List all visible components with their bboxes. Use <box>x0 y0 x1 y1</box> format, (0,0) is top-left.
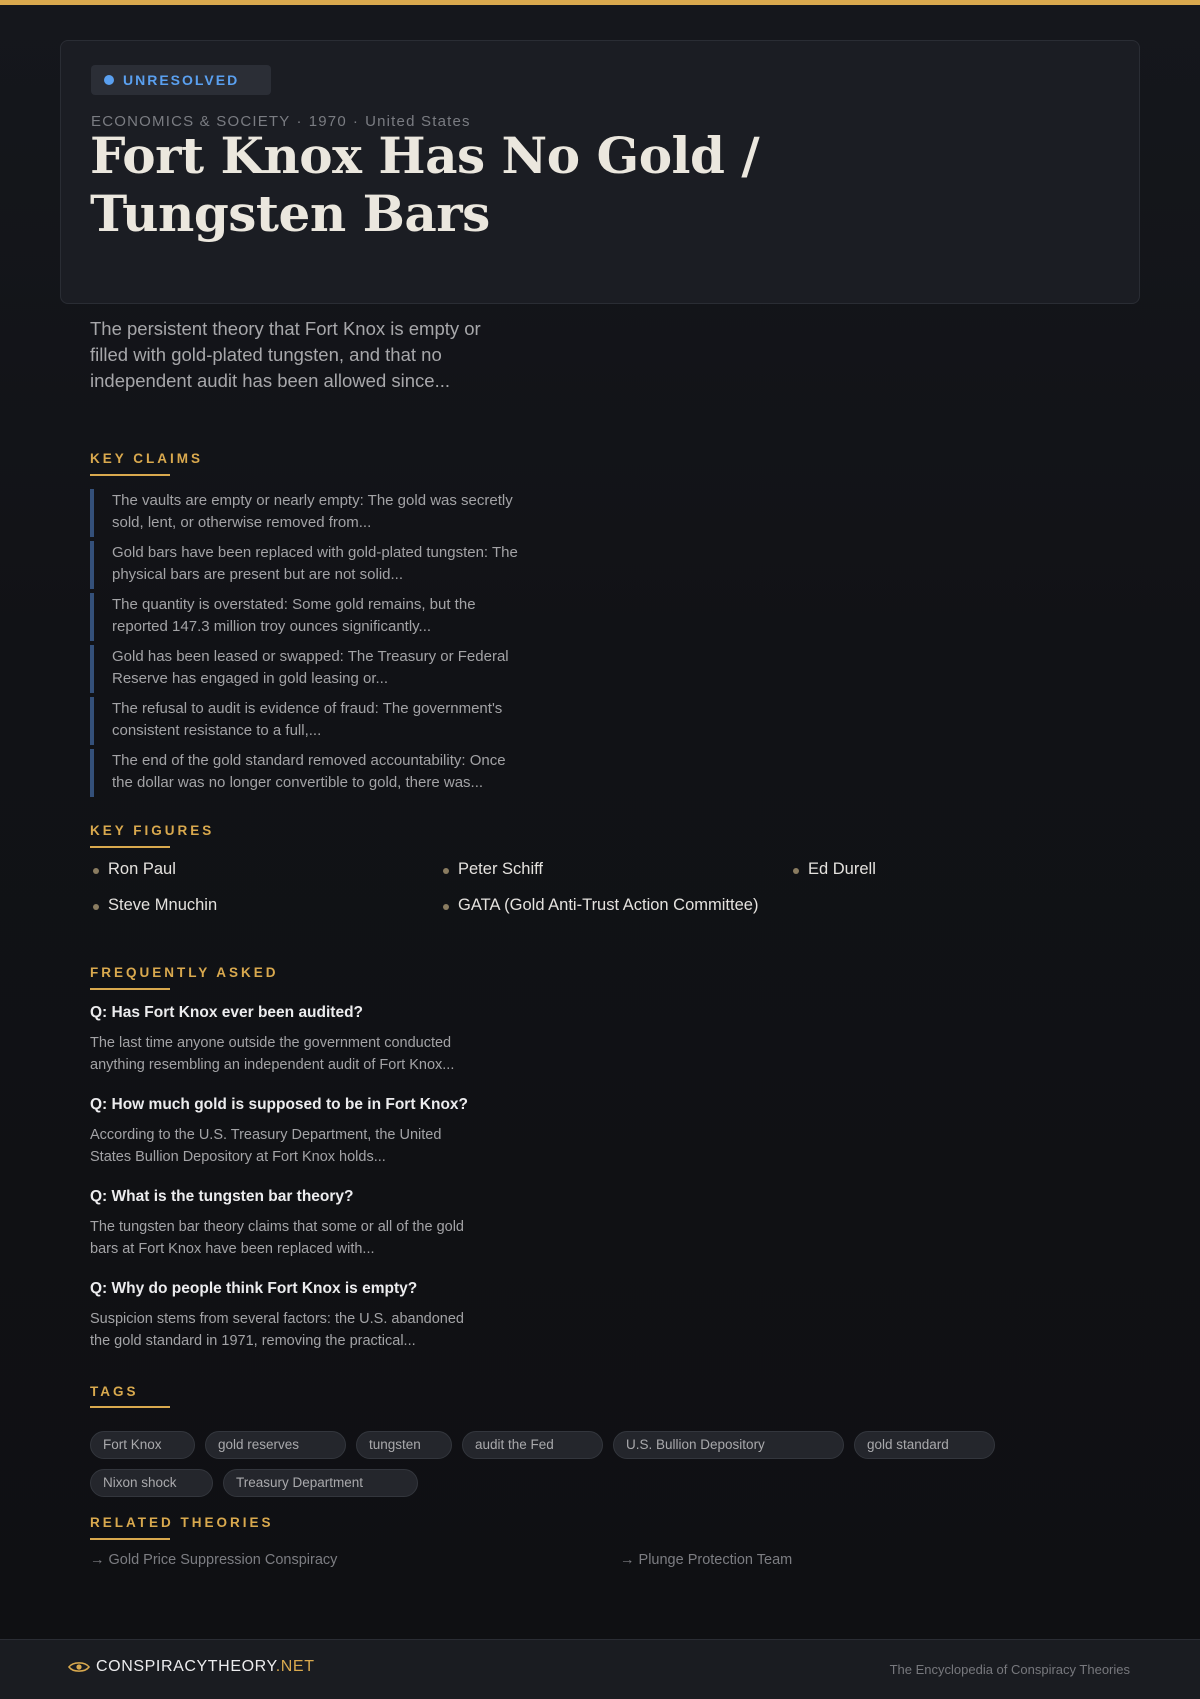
faq-item <box>90 1279 570 1352</box>
claim-item <box>90 697 530 745</box>
faq-item <box>90 1187 570 1260</box>
figure-item: Peter Schiff <box>440 860 543 879</box>
claim-item <box>90 749 530 797</box>
tags-heading: TAGS <box>90 1384 139 1399</box>
faq-item <box>90 1095 570 1168</box>
site-logo[interactable] <box>68 1658 315 1676</box>
claim-text: The end of the gold standard removed accountability: Once the dollar was no longer convertible to gold, there was... <box>112 752 506 791</box>
hero-card <box>60 40 1140 304</box>
faq-item <box>90 1003 570 1076</box>
page-title: Fort Knox Has No Gold / Tungsten Bars <box>90 126 760 243</box>
meta-year: 1970 <box>308 113 347 130</box>
figure-item: Ed Durell <box>790 860 876 879</box>
status-label: UNRESOLVED <box>123 72 240 88</box>
claim-item <box>90 489 530 537</box>
meta-location: United States <box>365 113 471 130</box>
site-footer <box>0 1639 1200 1699</box>
key-figures-heading: KEY FIGURES <box>90 823 215 838</box>
tag-chip[interactable]: tungsten <box>356 1431 452 1459</box>
logo-main: CONSPIRACYTHEORY <box>96 1658 276 1675</box>
related-theory-link[interactable]: → Gold Price Suppression Conspiracy <box>90 1552 338 1568</box>
logo-text <box>96 1658 315 1676</box>
status-dot-icon <box>104 75 114 85</box>
logo-tld: .NET <box>275 1658 315 1675</box>
faq-answer: Suspicion stems from several factors: the U.S. abandoned the gold standard in 1971, removing the practical... <box>90 1311 464 1349</box>
meta-separator: · <box>296 113 303 130</box>
section-underline <box>90 846 170 848</box>
eye-icon <box>68 1660 90 1674</box>
faq-answer: According to the U.S. Treasury Department, the United States Bullion Depository at Fort Knox holds... <box>90 1127 442 1165</box>
figure-item: Steve Mnuchin <box>90 896 217 915</box>
theory-summary: The persistent theory that Fort Knox is empty or filled with gold-plated tungsten, and that no independent audit has been allowed since... <box>90 318 481 391</box>
tag-chip[interactable]: Nixon shock <box>90 1469 213 1497</box>
claim-text: The quantity is overstated: Some gold remains, but the reported 147.3 million troy ounces significantly... <box>112 596 476 635</box>
section-underline <box>90 1538 170 1540</box>
faq-question: Q: What is the tungsten bar theory? <box>90 1188 354 1205</box>
claim-text: Gold bars have been replaced with gold-plated tungsten: The physical bars are present but are not solid... <box>112 544 518 583</box>
related-heading: RELATED THEORIES <box>90 1515 274 1530</box>
section-underline <box>90 474 170 476</box>
related-theory-link[interactable]: → Plunge Protection Team <box>620 1552 793 1568</box>
faq-answer: The tungsten bar theory claims that some or all of the gold bars at Fort Knox have been replaced with... <box>90 1219 464 1257</box>
key-claims-heading: KEY CLAIMS <box>90 451 204 466</box>
tag-chip[interactable]: U.S. Bullion Depository <box>613 1431 844 1459</box>
faq-question: Q: Has Fort Knox ever been audited? <box>90 1004 364 1021</box>
claim-item <box>90 593 530 641</box>
tag-chip[interactable]: Fort Knox <box>90 1431 195 1459</box>
claim-text: The refusal to audit is evidence of fraud: The government's consistent resistance to a full,... <box>112 700 503 739</box>
tag-chip[interactable]: Treasury Department <box>223 1469 418 1497</box>
faq-heading: FREQUENTLY ASKED <box>90 965 279 980</box>
faq-answer: The last time anyone outside the government conducted anything resembling an independent audit of Fort Knox... <box>90 1035 455 1073</box>
claim-text: The vaults are empty or nearly empty: The gold was secretly sold, lent, or otherwise removed from... <box>112 492 513 531</box>
faq-question: Q: Why do people think Fort Knox is empty? <box>90 1280 418 1297</box>
claim-text: Gold has been leased or swapped: The Treasury or Federal Reserve has engaged in gold leasing or... <box>112 648 509 687</box>
meta-separator: · <box>352 113 360 130</box>
claim-item <box>90 541 530 589</box>
figure-item: GATA (Gold Anti-Trust Action Committee) <box>440 896 758 915</box>
section-underline <box>90 988 170 990</box>
footer-tagline: The Encyclopedia of Conspiracy Theories <box>889 1662 1130 1677</box>
figure-item: Ron Paul <box>90 860 176 879</box>
tag-chip[interactable]: gold standard <box>854 1431 995 1459</box>
meta-category: ECONOMICS & SOCIETY <box>91 113 291 130</box>
tag-chip[interactable]: audit the Fed <box>462 1431 603 1459</box>
status-badge <box>91 65 271 95</box>
section-underline <box>90 1406 170 1408</box>
tag-chip[interactable]: gold reserves <box>205 1431 346 1459</box>
claim-item <box>90 645 530 693</box>
faq-question: Q: How much gold is supposed to be in Fort Knox? <box>90 1096 469 1113</box>
key-claims-list <box>90 489 530 801</box>
